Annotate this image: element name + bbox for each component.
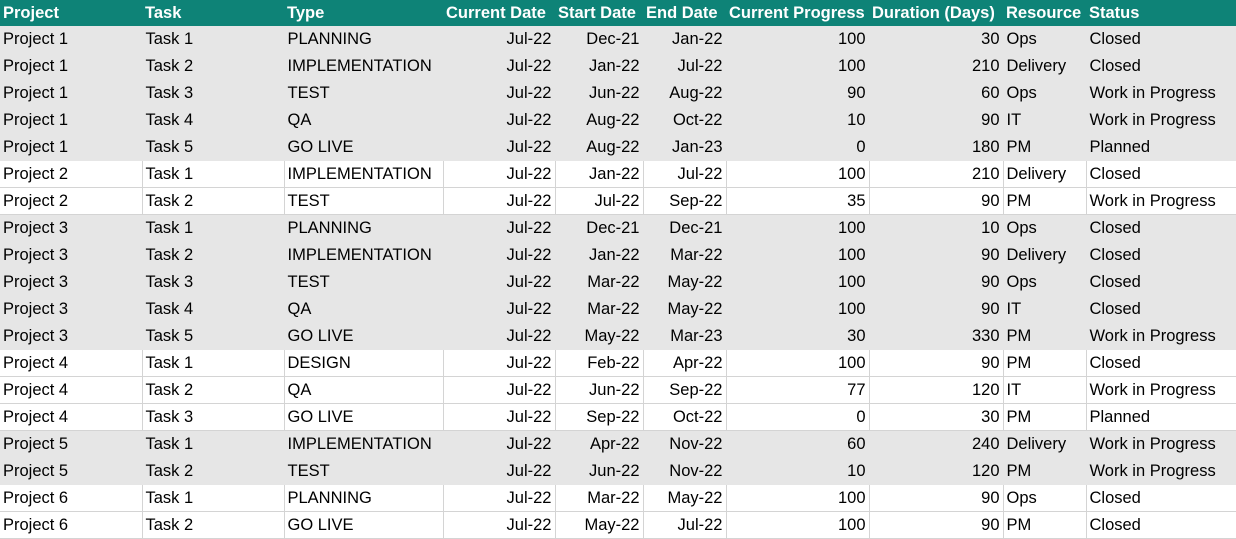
cell-status[interactable]: Work in Progress xyxy=(1086,458,1236,485)
cell-type[interactable]: GO LIVE xyxy=(284,404,443,431)
cell-task[interactable]: Task 3 xyxy=(142,404,284,431)
cell-task[interactable]: Task 2 xyxy=(142,458,284,485)
cell-task[interactable]: Task 5 xyxy=(142,134,284,161)
cell-duration-days[interactable]: 210 xyxy=(869,53,1003,80)
cell-current-progress[interactable]: 100 xyxy=(726,53,869,80)
cell-task[interactable]: Task 2 xyxy=(142,242,284,269)
cell-end-date[interactable]: Mar-23 xyxy=(643,323,726,350)
cell-resource[interactable]: Ops xyxy=(1003,269,1086,296)
cell-status[interactable]: Closed xyxy=(1086,242,1236,269)
cell-status[interactable]: Closed xyxy=(1086,269,1236,296)
cell-project[interactable]: Project 1 xyxy=(0,134,142,161)
header-row xyxy=(0,0,1236,26)
cell-status[interactable]: Planned xyxy=(1086,404,1236,431)
cell-task[interactable]: Task 1 xyxy=(142,431,284,458)
cell-duration-days[interactable]: 90 xyxy=(869,512,1003,539)
cell-current-date[interactable]: Jul-22 xyxy=(443,53,555,80)
cell-resource[interactable]: IT xyxy=(1003,377,1086,404)
cell-resource[interactable]: PM xyxy=(1003,323,1086,350)
cell-resource[interactable]: PM xyxy=(1003,350,1086,377)
cell-type[interactable]: DESIGN xyxy=(284,350,443,377)
cell-current-date[interactable]: Jul-22 xyxy=(443,188,555,215)
cell-end-date[interactable]: Sep-22 xyxy=(643,377,726,404)
cell-project[interactable]: Project 5 xyxy=(0,431,142,458)
cell-end-date[interactable]: Aug-22 xyxy=(643,80,726,107)
cell-status[interactable]: Work in Progress xyxy=(1086,323,1236,350)
cell-start-date[interactable]: Jan-22 xyxy=(555,53,643,80)
cell-project[interactable]: Project 6 xyxy=(0,485,142,512)
cell-start-date[interactable]: Mar-22 xyxy=(555,269,643,296)
cell-end-date[interactable]: Jul-22 xyxy=(643,53,726,80)
cell-type[interactable]: IMPLEMENTATION xyxy=(284,431,443,458)
cell-current-date[interactable]: Jul-22 xyxy=(443,512,555,539)
table-row xyxy=(0,512,1236,539)
table-row xyxy=(0,188,1236,215)
header-duration-days[interactable]: Duration (Days) xyxy=(869,0,1003,26)
cell-project[interactable]: Project 4 xyxy=(0,377,142,404)
cell-duration-days[interactable]: 30 xyxy=(869,404,1003,431)
cell-end-date[interactable]: May-22 xyxy=(643,485,726,512)
cell-current-date[interactable]: Jul-22 xyxy=(443,80,555,107)
cell-end-date[interactable]: Dec-21 xyxy=(643,215,726,242)
table-body xyxy=(0,26,1236,539)
header-status[interactable]: Status xyxy=(1086,0,1236,26)
cell-current-progress[interactable]: 100 xyxy=(726,512,869,539)
cell-current-progress[interactable]: 60 xyxy=(726,431,869,458)
cell-status[interactable]: Closed xyxy=(1086,53,1236,80)
cell-resource[interactable]: Delivery xyxy=(1003,242,1086,269)
cell-status[interactable]: Closed xyxy=(1086,512,1236,539)
cell-current-date[interactable]: Jul-22 xyxy=(443,350,555,377)
cell-task[interactable]: Task 3 xyxy=(142,80,284,107)
cell-start-date[interactable]: Dec-21 xyxy=(555,26,643,53)
cell-project[interactable]: Project 3 xyxy=(0,242,142,269)
cell-start-date[interactable]: Sep-22 xyxy=(555,404,643,431)
cell-current-progress[interactable]: 100 xyxy=(726,485,869,512)
cell-resource[interactable]: IT xyxy=(1003,107,1086,134)
cell-start-date[interactable]: Feb-22 xyxy=(555,350,643,377)
cell-task[interactable]: Task 1 xyxy=(142,26,284,53)
cell-project[interactable]: Project 3 xyxy=(0,296,142,323)
table-row xyxy=(0,26,1236,53)
cell-resource[interactable]: PM xyxy=(1003,404,1086,431)
cell-current-date[interactable]: Jul-22 xyxy=(443,242,555,269)
cell-current-progress[interactable]: 100 xyxy=(726,26,869,53)
cell-type[interactable]: PLANNING xyxy=(284,26,443,53)
table-row xyxy=(0,431,1236,458)
cell-duration-days[interactable]: 330 xyxy=(869,323,1003,350)
cell-current-progress[interactable]: 90 xyxy=(726,80,869,107)
cell-current-progress[interactable]: 0 xyxy=(726,134,869,161)
cell-type[interactable]: TEST xyxy=(284,80,443,107)
table-row xyxy=(0,350,1236,377)
header-end-date[interactable]: End Date xyxy=(643,0,726,26)
cell-start-date[interactable]: Jul-22 xyxy=(555,188,643,215)
cell-project[interactable]: Project 1 xyxy=(0,80,142,107)
cell-status[interactable]: Closed xyxy=(1086,485,1236,512)
cell-current-date[interactable]: Jul-22 xyxy=(443,458,555,485)
cell-duration-days[interactable]: 90 xyxy=(869,296,1003,323)
cell-current-date[interactable]: Jul-22 xyxy=(443,269,555,296)
cell-end-date[interactable]: Apr-22 xyxy=(643,350,726,377)
cell-start-date[interactable]: Jun-22 xyxy=(555,458,643,485)
header-current-date[interactable]: Current Date xyxy=(443,0,555,26)
cell-project[interactable]: Project 3 xyxy=(0,269,142,296)
cell-project[interactable]: Project 3 xyxy=(0,323,142,350)
table-row xyxy=(0,242,1236,269)
cell-start-date[interactable]: Jun-22 xyxy=(555,377,643,404)
cell-type[interactable]: GO LIVE xyxy=(284,134,443,161)
cell-duration-days[interactable]: 120 xyxy=(869,377,1003,404)
cell-end-date[interactable]: Sep-22 xyxy=(643,188,726,215)
cell-duration-days[interactable]: 210 xyxy=(869,161,1003,188)
table-row xyxy=(0,53,1236,80)
table-row xyxy=(0,296,1236,323)
cell-resource[interactable]: Ops xyxy=(1003,80,1086,107)
cell-start-date[interactable]: Aug-22 xyxy=(555,107,643,134)
table-row xyxy=(0,458,1236,485)
cell-duration-days[interactable]: 90 xyxy=(869,350,1003,377)
cell-start-date[interactable]: Jun-22 xyxy=(555,80,643,107)
cell-resource[interactable]: IT xyxy=(1003,296,1086,323)
cell-start-date[interactable]: Aug-22 xyxy=(555,134,643,161)
cell-resource[interactable]: Delivery xyxy=(1003,161,1086,188)
cell-status[interactable]: Closed xyxy=(1086,296,1236,323)
header-type[interactable]: Type xyxy=(284,0,443,26)
cell-project[interactable]: Project 1 xyxy=(0,53,142,80)
table-header xyxy=(0,0,1236,26)
cell-end-date[interactable]: Oct-22 xyxy=(643,107,726,134)
cell-start-date[interactable]: Jan-22 xyxy=(555,161,643,188)
cell-status[interactable]: Work in Progress xyxy=(1086,188,1236,215)
cell-start-date[interactable]: May-22 xyxy=(555,323,643,350)
cell-resource[interactable]: Ops xyxy=(1003,26,1086,53)
cell-start-date[interactable]: Dec-21 xyxy=(555,215,643,242)
cell-project[interactable]: Project 4 xyxy=(0,404,142,431)
header-task[interactable]: Task xyxy=(142,0,284,26)
cell-duration-days[interactable]: 90 xyxy=(869,107,1003,134)
cell-current-progress[interactable]: 30 xyxy=(726,323,869,350)
cell-status[interactable]: Closed xyxy=(1086,350,1236,377)
cell-task[interactable]: Task 5 xyxy=(142,323,284,350)
cell-duration-days[interactable]: 10 xyxy=(869,215,1003,242)
cell-type[interactable]: PLANNING xyxy=(284,215,443,242)
cell-task[interactable]: Task 1 xyxy=(142,350,284,377)
cell-type[interactable]: TEST xyxy=(284,269,443,296)
table-row xyxy=(0,485,1236,512)
cell-status[interactable]: Work in Progress xyxy=(1086,431,1236,458)
cell-current-date[interactable]: Jul-22 xyxy=(443,107,555,134)
cell-project[interactable]: Project 1 xyxy=(0,26,142,53)
cell-current-date[interactable]: Jul-22 xyxy=(443,323,555,350)
table-row xyxy=(0,377,1236,404)
cell-duration-days[interactable]: 90 xyxy=(869,269,1003,296)
table-row xyxy=(0,161,1236,188)
cell-current-progress[interactable]: 100 xyxy=(726,215,869,242)
table-row xyxy=(0,323,1236,350)
cell-status[interactable]: Closed xyxy=(1086,215,1236,242)
cell-project[interactable]: Project 2 xyxy=(0,188,142,215)
cell-end-date[interactable]: Jan-22 xyxy=(643,26,726,53)
cell-status[interactable]: Work in Progress xyxy=(1086,80,1236,107)
cell-task[interactable]: Task 4 xyxy=(142,296,284,323)
cell-type[interactable]: PLANNING xyxy=(284,485,443,512)
header-project[interactable]: Project xyxy=(0,0,142,26)
table-row xyxy=(0,215,1236,242)
cell-type[interactable]: GO LIVE xyxy=(284,512,443,539)
cell-type[interactable]: IMPLEMENTATION xyxy=(284,242,443,269)
cell-status[interactable]: Work in Progress xyxy=(1086,107,1236,134)
cell-type[interactable]: GO LIVE xyxy=(284,323,443,350)
cell-type[interactable]: IMPLEMENTATION xyxy=(284,53,443,80)
cell-current-progress[interactable]: 100 xyxy=(726,242,869,269)
cell-project[interactable]: Project 2 xyxy=(0,161,142,188)
cell-current-date[interactable]: Jul-22 xyxy=(443,26,555,53)
cell-current-progress[interactable]: 100 xyxy=(726,161,869,188)
cell-task[interactable]: Task 3 xyxy=(142,269,284,296)
cell-current-progress[interactable]: 100 xyxy=(726,350,869,377)
cell-resource[interactable]: PM xyxy=(1003,188,1086,215)
cell-duration-days[interactable]: 90 xyxy=(869,188,1003,215)
cell-end-date[interactable]: May-22 xyxy=(643,269,726,296)
cell-current-date[interactable]: Jul-22 xyxy=(443,404,555,431)
table-row xyxy=(0,134,1236,161)
cell-type[interactable]: TEST xyxy=(284,188,443,215)
cell-current-progress[interactable]: 35 xyxy=(726,188,869,215)
cell-start-date[interactable]: Apr-22 xyxy=(555,431,643,458)
cell-task[interactable]: Task 1 xyxy=(142,485,284,512)
cell-end-date[interactable]: May-22 xyxy=(643,296,726,323)
cell-duration-days[interactable]: 240 xyxy=(869,431,1003,458)
cell-duration-days[interactable]: 90 xyxy=(869,242,1003,269)
cell-current-date[interactable]: Jul-22 xyxy=(443,161,555,188)
cell-duration-days[interactable]: 90 xyxy=(869,485,1003,512)
cell-resource[interactable]: PM xyxy=(1003,512,1086,539)
cell-current-date[interactable]: Jul-22 xyxy=(443,431,555,458)
cell-current-date[interactable]: Jul-22 xyxy=(443,134,555,161)
cell-task[interactable]: Task 4 xyxy=(142,107,284,134)
cell-start-date[interactable]: Jan-22 xyxy=(555,242,643,269)
cell-task[interactable]: Task 1 xyxy=(142,161,284,188)
cell-task[interactable]: Task 2 xyxy=(142,188,284,215)
cell-type[interactable]: QA xyxy=(284,107,443,134)
cell-status[interactable]: Closed xyxy=(1086,161,1236,188)
cell-resource[interactable]: Ops xyxy=(1003,485,1086,512)
cell-task[interactable]: Task 2 xyxy=(142,53,284,80)
cell-end-date[interactable]: Nov-22 xyxy=(643,458,726,485)
cell-project[interactable]: Project 5 xyxy=(0,458,142,485)
cell-task[interactable]: Task 2 xyxy=(142,377,284,404)
cell-status[interactable]: Work in Progress xyxy=(1086,377,1236,404)
cell-project[interactable]: Project 1 xyxy=(0,107,142,134)
cell-end-date[interactable]: Jul-22 xyxy=(643,161,726,188)
cell-current-progress[interactable]: 10 xyxy=(726,107,869,134)
cell-current-date[interactable]: Jul-22 xyxy=(443,485,555,512)
table-row xyxy=(0,80,1236,107)
cell-current-date[interactable]: Jul-22 xyxy=(443,296,555,323)
cell-status[interactable]: Closed xyxy=(1086,26,1236,53)
cell-end-date[interactable]: Nov-22 xyxy=(643,431,726,458)
table-row xyxy=(0,404,1236,431)
cell-current-date[interactable]: Jul-22 xyxy=(443,215,555,242)
cell-project[interactable]: Project 6 xyxy=(0,512,142,539)
cell-status[interactable]: Planned xyxy=(1086,134,1236,161)
cell-start-date[interactable]: May-22 xyxy=(555,512,643,539)
cell-type[interactable]: QA xyxy=(284,377,443,404)
cell-project[interactable]: Project 4 xyxy=(0,350,142,377)
table-row xyxy=(0,269,1236,296)
cell-duration-days[interactable]: 180 xyxy=(869,134,1003,161)
cell-end-date[interactable]: Oct-22 xyxy=(643,404,726,431)
cell-current-progress[interactable]: 77 xyxy=(726,377,869,404)
cell-task[interactable]: Task 2 xyxy=(142,512,284,539)
cell-end-date[interactable]: Mar-22 xyxy=(643,242,726,269)
cell-type[interactable]: TEST xyxy=(284,458,443,485)
cell-resource[interactable]: Delivery xyxy=(1003,431,1086,458)
cell-resource[interactable]: PM xyxy=(1003,458,1086,485)
cell-start-date[interactable]: Mar-22 xyxy=(555,485,643,512)
cell-end-date[interactable]: Jan-23 xyxy=(643,134,726,161)
cell-current-progress[interactable]: 100 xyxy=(726,296,869,323)
header-current-progress[interactable]: Current Progress xyxy=(726,0,869,26)
cell-type[interactable]: IMPLEMENTATION xyxy=(284,161,443,188)
cell-duration-days[interactable]: 60 xyxy=(869,80,1003,107)
cell-current-progress[interactable]: 10 xyxy=(726,458,869,485)
cell-type[interactable]: QA xyxy=(284,296,443,323)
header-resource[interactable]: Resource xyxy=(1003,0,1086,26)
cell-resource[interactable]: PM xyxy=(1003,134,1086,161)
cell-task[interactable]: Task 1 xyxy=(142,215,284,242)
cell-duration-days[interactable]: 30 xyxy=(869,26,1003,53)
cell-project[interactable]: Project 3 xyxy=(0,215,142,242)
cell-current-progress[interactable]: 100 xyxy=(726,269,869,296)
cell-end-date[interactable]: Jul-22 xyxy=(643,512,726,539)
table-row xyxy=(0,107,1236,134)
cell-current-progress[interactable]: 0 xyxy=(726,404,869,431)
cell-start-date[interactable]: Mar-22 xyxy=(555,296,643,323)
cell-resource[interactable]: Delivery xyxy=(1003,53,1086,80)
header-start-date[interactable]: Start Date xyxy=(555,0,643,26)
cell-current-date[interactable]: Jul-22 xyxy=(443,377,555,404)
cell-resource[interactable]: Ops xyxy=(1003,215,1086,242)
cell-duration-days[interactable]: 120 xyxy=(869,458,1003,485)
